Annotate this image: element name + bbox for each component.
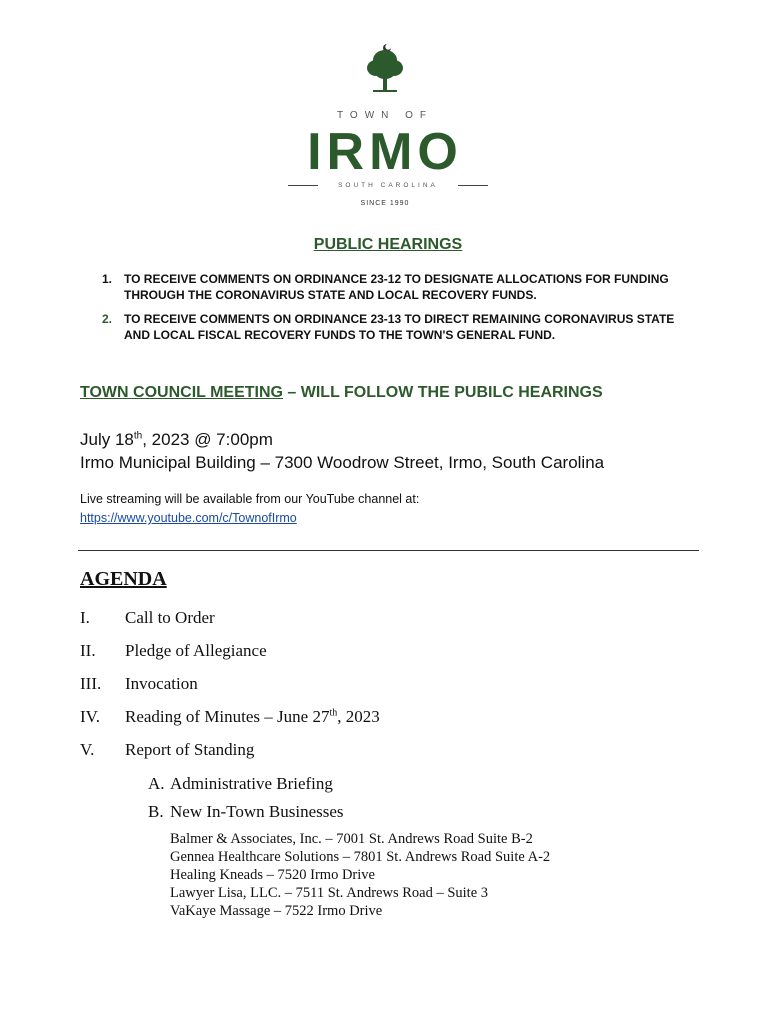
agenda-numeral: III. — [80, 674, 102, 693]
subitem-letter: A. — [148, 774, 165, 793]
item-text: TO RECEIVE COMMENTS ON ORDINANCE 23-12 TO DESIGNATE ALLOCATIONS FOR FUNDING THROUGH THE CORONAVIRUS STATE AND LOCAL RECOVERY FUNDS. — [124, 272, 669, 302]
council-meeting-subtitle: – WILL FOLLOW THE PUBILC HEARINGS — [282, 384, 603, 401]
logo-town-name: IRMO — [307, 123, 463, 181]
date-sup: th — [133, 430, 143, 442]
business-item: Gennea Healthcare Solutions – 7801 St. Andrews Road Suite A-2 — [170, 849, 551, 865]
logo-town-of: TOWN OF — [336, 110, 434, 121]
agenda-text-sup: th — [329, 707, 338, 719]
live-stream-text: Live streaming will be available from our YouTube channel at: — [80, 492, 420, 506]
agenda-numeral: II. — [80, 641, 96, 660]
agenda-title: AGENDA — [80, 568, 167, 590]
business-item: Lawyer Lisa, LLC. – 7511 St. Andrews Road – Suite 3 — [170, 885, 489, 901]
agenda-text: Invocation — [125, 674, 198, 693]
meeting-venue: Irmo Municipal Building – 7300 Woodrow Street, Irmo, South Carolina — [80, 453, 605, 472]
agenda-text: Pledge of Allegiance — [125, 641, 267, 660]
public-hearings-title: PUBLIC HEARINGS — [313, 236, 463, 253]
section-divider — [78, 550, 699, 551]
town-logo — [0, 40, 770, 102]
subitem-text: Administrative Briefing — [170, 774, 333, 793]
meeting-date — [80, 430, 273, 450]
date-prefix: July 18 — [80, 430, 134, 449]
agenda-text-after: , 2023 — [337, 707, 380, 726]
council-meeting-title: TOWN COUNCIL MEETING — [80, 384, 283, 401]
agenda-numeral: I. — [80, 608, 90, 627]
subitem-letter: B. — [148, 802, 164, 821]
logo-rule-left — [288, 185, 318, 186]
council-meeting-heading — [80, 384, 603, 402]
item-number: 1. — [102, 272, 113, 286]
logo-state-row — [288, 179, 488, 191]
business-item: Balmer & Associates, Inc. – 7001 St. Andrews Road Suite B-2 — [170, 831, 533, 847]
list-item — [102, 311, 702, 343]
business-item: VaKaye Massage – 7522 Irmo Drive — [170, 903, 383, 919]
agenda-text — [125, 707, 380, 727]
logo-rule-right — [458, 185, 488, 186]
logo-since: SINCE 1990 — [360, 200, 410, 207]
agenda-text: Call to Order — [125, 608, 215, 627]
agenda-text-main: Reading of Minutes – June 27 — [125, 707, 330, 726]
tree-icon — [355, 40, 415, 102]
item-text: TO RECEIVE COMMENTS ON ORDINANCE 23-13 TO DIRECT REMAINING CORONAVIRUS STATE AND LOCAL FISCAL RECOVERY FUNDS TO THE TOWN'S GENERAL FUND. — [124, 312, 675, 342]
agenda-subitem — [148, 774, 333, 794]
youtube-link[interactable]: https://www.youtube.com/c/TownofIrmo — [80, 511, 297, 525]
business-item: Healing Kneads – 7520 Irmo Drive — [170, 867, 375, 883]
agenda-subitem — [148, 802, 344, 822]
public-hearings-list — [102, 271, 702, 351]
date-suffix: , 2023 @ 7:00pm — [142, 430, 273, 449]
logo-state: SOUTH CAROLINA — [338, 181, 438, 189]
list-item — [102, 271, 702, 303]
business-list — [170, 830, 550, 920]
subitem-text: New In-Town Businesses — [170, 802, 344, 821]
agenda-numeral: V. — [80, 740, 95, 759]
agenda-numeral: IV. — [80, 707, 100, 726]
item-number: 2. — [102, 312, 113, 326]
agenda-text: Report of Standing — [125, 740, 255, 759]
